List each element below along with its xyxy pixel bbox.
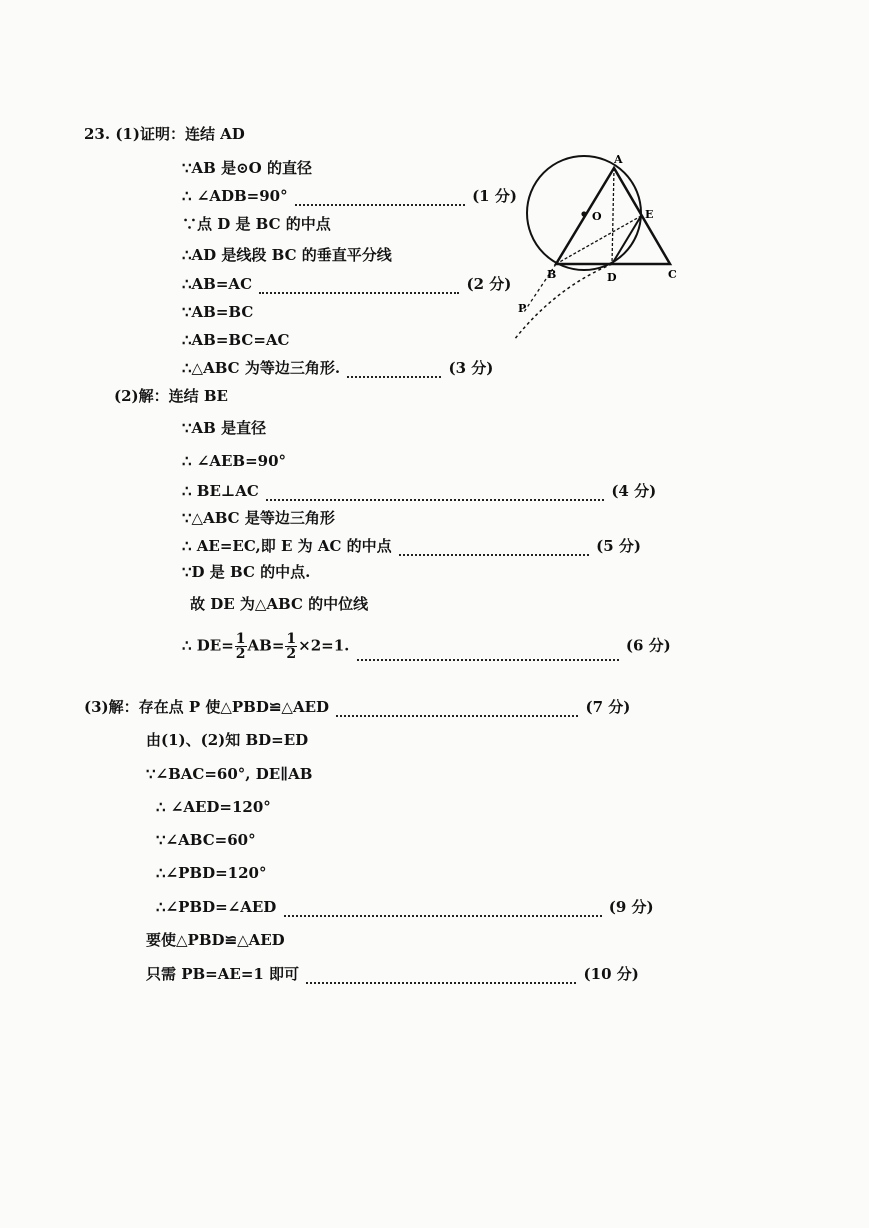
fraction-half: $\frac{1}{2}$	[235, 631, 246, 662]
leader-dots	[266, 485, 604, 501]
segment-de	[612, 216, 641, 264]
part2-heading: (2)解：连结 BE	[114, 387, 228, 405]
score-label: (6 分)	[625, 636, 671, 655]
proof-line: ∴ ∠AEB=90°	[182, 452, 287, 470]
score-label: (5 分)	[596, 537, 641, 555]
proof-line-scored	[182, 481, 656, 501]
proof-line: 故 DE 为△ABC 的中位线	[190, 595, 369, 613]
proof-text: ∴ BE⊥AC	[182, 482, 259, 500]
part3-heading	[84, 697, 630, 717]
leader-dots	[259, 278, 459, 294]
proof-line: ∵AB 是直径	[182, 419, 267, 437]
proof-line-scored	[146, 964, 639, 984]
proof-line: 由(1)、(2)知 BD=ED	[146, 731, 309, 749]
leader-dots	[295, 190, 465, 206]
proof-line-scored	[156, 897, 654, 917]
proof-line: ∵D 是 BC 的中点.	[182, 563, 311, 581]
proof-text: ∴ ∠ADB=90°	[182, 187, 288, 205]
label-b: B	[547, 268, 557, 281]
proof-line-scored	[182, 274, 512, 294]
proof-line: ∵△ABC 是等边三角形	[182, 509, 335, 527]
proof-line: ∵点 D 是 BC 的中点	[182, 215, 331, 233]
label-o: O	[592, 210, 602, 223]
center-dot	[581, 211, 586, 216]
arc-dp	[514, 264, 612, 340]
segment-ad	[612, 168, 614, 264]
proof-text: ∴ DE=	[182, 636, 234, 655]
proof-line: 要使△PBD≌△AED	[146, 931, 285, 949]
score-label: (7 分)	[585, 698, 631, 716]
score-label: (2 分)	[466, 275, 512, 293]
proof-text: (3)解：存在点 P 使△PBD≌△AED	[84, 698, 330, 716]
proof-line: ∴AB=BC=AC	[182, 331, 290, 349]
proof-text: ∴AB=AC	[182, 275, 253, 293]
proof-line: ∴ ∠AED=120°	[156, 798, 271, 816]
label-d: D	[607, 271, 617, 284]
score-label: (10 分)	[583, 965, 639, 983]
proof-line-scored	[182, 358, 512, 378]
leader-dots	[357, 645, 619, 661]
leader-dots	[336, 701, 578, 717]
proof-text: ∴∠PBD=∠AED	[156, 898, 277, 916]
proof-line: ∴AD 是线段 BC 的垂直平分线	[182, 246, 392, 264]
proof-text: 只需 PB=AE=1 即可	[146, 965, 300, 983]
geometry-figure	[500, 150, 700, 350]
label-c: C	[668, 268, 677, 281]
proof-line-scored: ∴ DE= $\frac{1}{2}$ AB= $\frac{1}{2}$ ×2=1. (6 分)	[182, 631, 671, 662]
proof-line-scored	[182, 186, 517, 206]
proof-line: ∴∠PBD=120°	[156, 864, 267, 882]
label-e: E	[645, 208, 654, 221]
proof-line: ∵∠BAC=60°, DE∥AB	[146, 765, 313, 783]
leader-dots	[399, 540, 589, 556]
proof-line: ∵∠ABC=60°	[156, 831, 256, 849]
leader-dots	[284, 901, 602, 917]
proof-line: ∵AB 是⊙O 的直径	[182, 159, 312, 177]
leader-dots	[306, 968, 576, 984]
leader-dots	[347, 362, 441, 378]
score-label: (3 分)	[448, 359, 494, 377]
proof-text: ∴△ABC 为等边三角形.	[182, 359, 341, 377]
problem-heading: 23. (1)证明：连结 AD	[84, 125, 245, 143]
proof-line-scored	[182, 536, 641, 556]
label-p: P	[518, 302, 527, 315]
fraction-half: $\frac{1}{2}$	[286, 631, 297, 662]
score-label: (4 分)	[611, 482, 657, 500]
proof-text: ∴ AE=EC,即 E 为 AC 的中点	[182, 537, 392, 555]
score-label: (9 分)	[608, 898, 654, 916]
segment-be	[556, 216, 641, 264]
score-label: (1 分)	[472, 187, 517, 205]
label-a: A	[614, 153, 623, 166]
proof-line: ∵AB=BC	[182, 303, 254, 321]
